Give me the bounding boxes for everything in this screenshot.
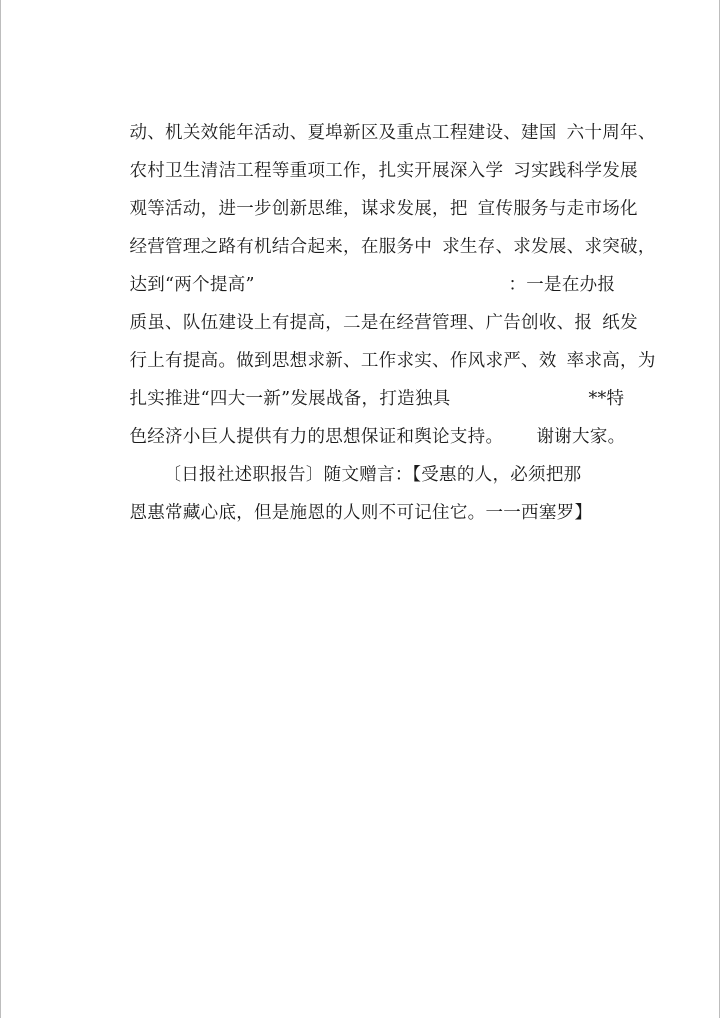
text-segment: 〔日报社述职报告〕随文赠言： [163,465,413,485]
text-segment: **特 [588,389,625,409]
text-segment: 达到“两个提高” [129,275,255,295]
paragraph-line [106,477,592,549]
text-segment: 宣传服务与走市场化 [477,199,638,219]
text-segment: 质虽、队伍建设上有提高，二是在经营管理、广告创收、报 [129,313,593,333]
text-segment: 求生存、求发展、求突破， [442,237,656,257]
text-segment: ：一是在办报 [508,275,616,295]
text-segment: 六十周年、 [566,123,656,143]
text-segment: 观等活动，进一步创新思维，谋求发展，把 [129,199,468,219]
text-segment: 扎实推进“四大一新”发展战备，打造独具 [129,389,451,409]
text-segment: 农村卫生清洁工程等重项工作，扎实开展深入学 [129,161,504,181]
text-segment: 色经济小巨人提供有力的思想保证和舆论支持。 [129,427,504,447]
text-segment: 率求高，为 [566,351,656,371]
text-segment: 纸发 [602,313,638,333]
text-segment: 谢谢大家。 [536,427,626,447]
text-segment: 习实践科学发展 [513,161,638,181]
text-segment: 行上有提高。做到思想求新、工作求实、作风求严、效 [129,351,557,371]
text-segment: 【受惠的人，必须把那 [403,465,582,485]
text-segment: 动、机关效能年活动、夏埠新区及重点工程建设、建国 [129,123,557,143]
text-segment: 恩惠常藏心底，但是施恩的人则不可记住它。一一西塞罗】 [129,503,593,523]
text-segment: 经营管理之路有机结合起来，在服务中 [129,237,433,257]
